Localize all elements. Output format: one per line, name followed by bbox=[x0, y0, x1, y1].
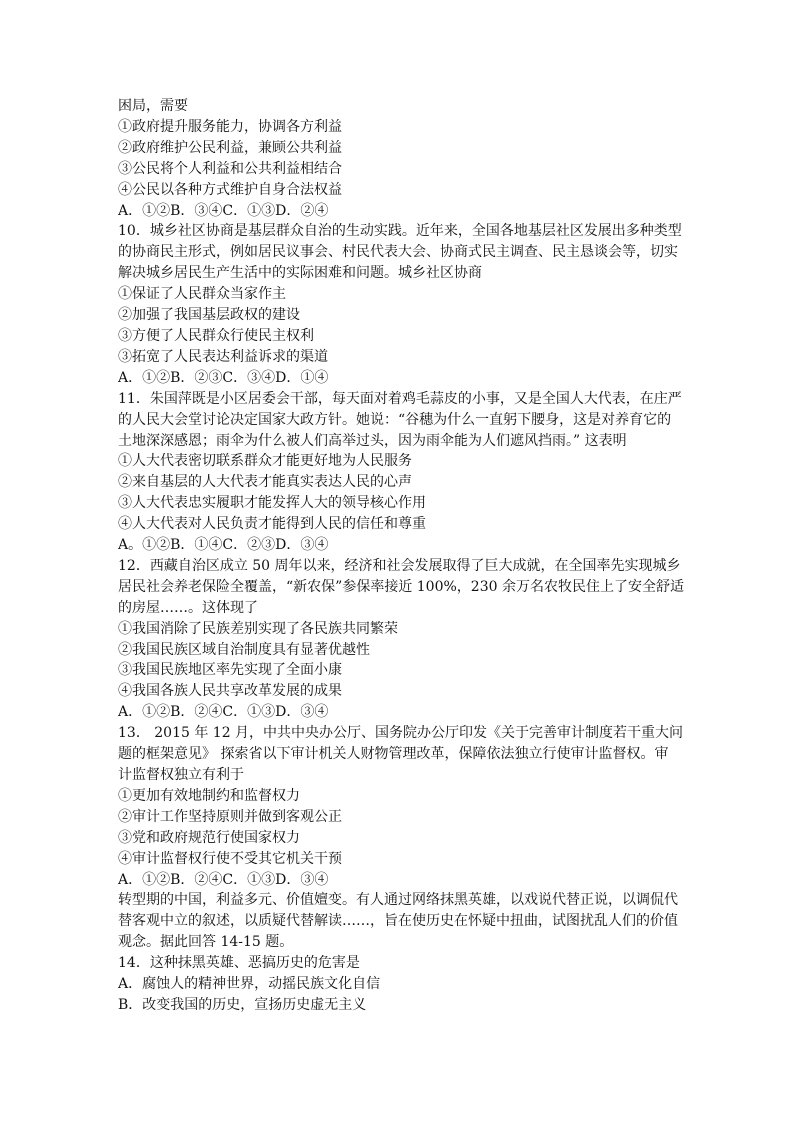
option-line: ①政府提升服务能力，协调各方利益 bbox=[118, 118, 342, 135]
option-line: ②政府维护公民利益，兼顾公共利益 bbox=[118, 139, 342, 156]
passage-text: 观念。据此回答 14-15 题。 bbox=[118, 934, 294, 951]
option-line: ②加强了我国基层政权的建设 bbox=[118, 307, 300, 324]
question-stem: 的房屋……。这体现了 bbox=[118, 599, 258, 616]
text-line: 困局，需要 bbox=[118, 98, 188, 114]
question-stem: 10．城乡社区协商是基层群众自治的生动实践。近年来，全国各地基层社区发展出多种类型 bbox=[118, 223, 682, 240]
option-line: ④审计监督权行使不受其它机关干预 bbox=[118, 850, 342, 867]
option-line: ①更加有效地制约和监督权力 bbox=[118, 787, 300, 804]
answer-choices: A．①②B．②④C．①③D．③④ bbox=[118, 871, 329, 888]
question-stem: 11．朱国萍既是小区居委会干部，每天面对着鸡毛蒜皮的小事，又是全国人大代表，在庄严 bbox=[118, 390, 682, 407]
option-line: ③公民将个人利益和公共利益相结合 bbox=[118, 160, 342, 177]
document-page bbox=[118, 96, 700, 1016]
question-stem: 居民社会养老保险全覆盖，“新农保”参保率接近 100%，230 余万名农牧民住上了安全舒适 bbox=[118, 578, 684, 595]
option-line: ④我国各族人民共享改革发展的成果 bbox=[118, 683, 342, 700]
option-line: ④人大代表对人民负责才能得到人民的信任和尊重 bbox=[118, 516, 426, 533]
question-stem: 12．西藏自治区成立 50 周年以来，经济和社会发展取得了巨大成就，在全国率先实现城乡 bbox=[118, 557, 681, 574]
question-13 bbox=[118, 723, 700, 890]
question-stem: 解决城乡居民生产生活中的实际困难和问题。城乡社区协商 bbox=[118, 265, 482, 282]
passage-14-15 bbox=[118, 890, 700, 953]
question-stem: 14．这种抹黑英雄、恶搞历史的危害是 bbox=[118, 955, 360, 972]
passage-text: 替客观中立的叙述，以质疑代替解读……，旨在使历史在怀疑中扭曲，试图扰乱人们的价值 bbox=[118, 913, 678, 930]
question-stem: 的协商民主形式，例如居民议事会、村民代表大会、协商式民主调查、民主恳谈会等，切实 bbox=[118, 244, 678, 261]
option-line: ③方便了人民群众行使民主权利 bbox=[118, 327, 314, 344]
question-stem: 13． 2015 年 12 月，中共中央办公厅、国务院办公厅印发《关于完善审计制度若干重大问 bbox=[118, 725, 684, 742]
option-line: ②审计工作坚持原则并做到客观公正 bbox=[118, 808, 342, 825]
answer-choices: A．①②B．②④C．①③D．③④ bbox=[118, 704, 329, 721]
option-line: ③我国民族地区率先实现了全面小康 bbox=[118, 662, 342, 679]
question-9-continuation bbox=[118, 96, 700, 221]
option-line: ①人大代表密切联系群众才能更好地为人民服务 bbox=[118, 453, 412, 470]
option-line: B．改变我国的历史，宣扬历史虚无主义 bbox=[118, 996, 367, 1013]
question-stem: 题的框架意见》 探索省以下审计机关人财物管理改革，保障依法独立行使审计监督权。审 bbox=[118, 746, 669, 763]
question-11 bbox=[118, 389, 700, 556]
question-stem: 土地深深感恩；雨伞为什么被人们高举过头，因为雨伞能为人们遮风挡雨。” 这表明 bbox=[118, 432, 627, 449]
answer-choices: A．①②B．②③C．③④D．①④ bbox=[118, 369, 329, 386]
question-stem: 的人民大会堂讨论决定国家大政方针。她说：“谷穗为什么一直躬下腰身，这是对养育它的 bbox=[118, 411, 672, 428]
option-line: ①我国消除了民族差别实现了各民族共同繁荣 bbox=[118, 620, 398, 637]
passage-text: 转型期的中国，利益多元、价值嬗变。有人通过网络抹黑英雄，以戏说代替正说，以调侃代 bbox=[118, 892, 678, 909]
option-line: ①保证了人民群众当家作主 bbox=[118, 286, 286, 303]
question-stem: 计监督权独立有利于 bbox=[118, 767, 244, 783]
option-line: A．腐蚀人的精神世界，动摇民族文化自信 bbox=[118, 976, 381, 993]
question-10 bbox=[118, 221, 700, 388]
answer-choices: A。①②B．①④C．②③D．③④ bbox=[118, 537, 329, 554]
option-line: ③人大代表忠实履职才能发挥人大的领导核心作用 bbox=[118, 495, 426, 512]
option-line: ③党和政府规范行使国家权力 bbox=[118, 829, 300, 846]
question-12 bbox=[118, 556, 700, 723]
option-line: ③拓宽了人民表达利益诉求的渠道 bbox=[118, 348, 328, 365]
question-14 bbox=[118, 953, 700, 1016]
answer-choices: A．①②B．③④C．①③D．②④ bbox=[118, 202, 329, 219]
option-line: ④公民以各种方式维护自身合法权益 bbox=[118, 181, 342, 198]
option-line: ②来自基层的人大代表才能真实表达人民的心声 bbox=[118, 474, 412, 491]
option-line: ②我国民族区域自治制度具有显著优越性 bbox=[118, 641, 370, 658]
